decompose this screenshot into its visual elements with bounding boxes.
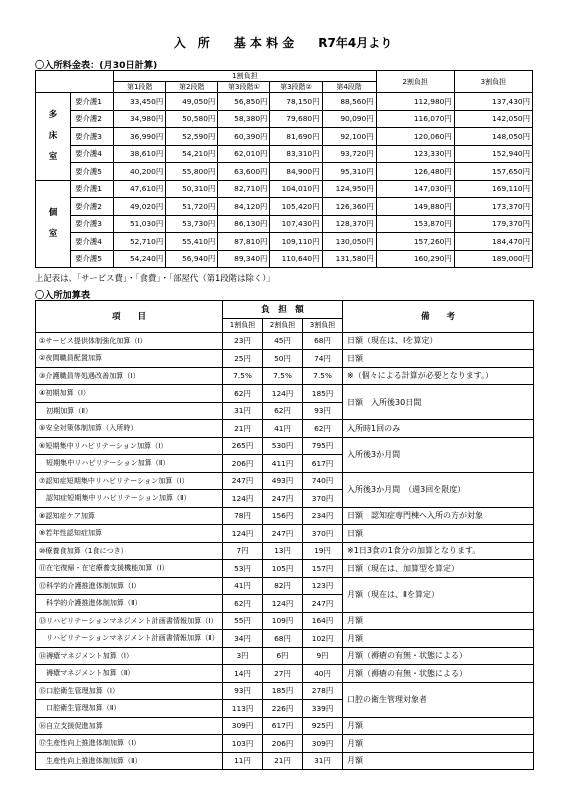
- add-item-name: ④初期加算（Ⅰ）: [36, 385, 223, 403]
- add-remark: 日額 入所後30日間: [343, 385, 534, 420]
- fee-cell: 92,100円: [322, 128, 376, 146]
- add-value-2wari: 62円: [263, 402, 303, 420]
- fee-cell: 79,680円: [270, 110, 322, 128]
- fee-row: [36, 233, 533, 251]
- add-value-2wari: 185円: [263, 682, 303, 700]
- add-item-name: ⑩療養食加算（1食につき）: [36, 542, 223, 560]
- add-remark: ※1日3食の1食分の加算となります。: [343, 542, 534, 560]
- fee-cell: 55,800円: [166, 163, 218, 181]
- add-value-2wari: 13円: [263, 542, 303, 560]
- fee-cell: 110,640円: [270, 250, 322, 268]
- add-remark: 入所後3か月間: [343, 437, 534, 472]
- fee-cell: 55,410円: [166, 233, 218, 251]
- add-value-1wari: 265円: [223, 437, 263, 455]
- fee-cell: 189,000円: [454, 250, 532, 268]
- add-row: [36, 717, 534, 735]
- add-row: [36, 367, 534, 385]
- add-value-1wari: 31円: [223, 402, 263, 420]
- fee-cell: 78,150円: [270, 93, 322, 111]
- add-value-3wari: 795円: [303, 437, 343, 455]
- add-value-2wari: 124円: [263, 385, 303, 403]
- add-remark: 日額: [343, 350, 534, 368]
- care-level: 要介護4: [71, 233, 114, 251]
- add-value-2wari: 109円: [263, 612, 303, 630]
- add-value-1wari: 62円: [223, 385, 263, 403]
- add-item-name: ⑪在宅復帰・在宅療養支援機能加算（Ⅰ）: [36, 560, 223, 578]
- add-value-2wari: 493円: [263, 472, 303, 490]
- fee-group-header: 1割負担: [114, 71, 376, 82]
- add-value-3wari: 102円: [303, 630, 343, 648]
- add-value-3wari: 370円: [303, 525, 343, 543]
- add-value-3wari: 339円: [303, 700, 343, 718]
- fee-cell: 104,010円: [270, 180, 322, 198]
- add-value-2wari: 7.5%: [263, 367, 303, 385]
- add-value-1wari: 309円: [223, 717, 263, 735]
- fee-cell: 93,720円: [322, 145, 376, 163]
- fee-cell: 50,310円: [166, 180, 218, 198]
- add-remark: 月額: [343, 735, 534, 753]
- add-item-name: 短期集中リハビリテーション加算（Ⅱ）: [36, 455, 223, 473]
- add-item-name: 科学的介護推進体制加算（Ⅱ）: [36, 595, 223, 613]
- add-value-3wari: 9円: [303, 647, 343, 665]
- add-value-3wari: 40円: [303, 665, 343, 683]
- add-value-3wari: 19円: [303, 542, 343, 560]
- add-item-name: ②夜間職員配置加算: [36, 350, 223, 368]
- fee-cell: 137,430円: [454, 93, 532, 111]
- fee-cell: 82,710円: [218, 180, 270, 198]
- fee-cell: 120,060円: [376, 128, 454, 146]
- add-value-1wari: 93円: [223, 682, 263, 700]
- add-item-name: ③介護職員等処遇改善加算（Ⅰ）: [36, 367, 223, 385]
- fee-cell: 131,580円: [322, 250, 376, 268]
- add-row: [36, 507, 534, 525]
- fee-table: [35, 70, 533, 268]
- add-value-3wari: 68円: [303, 332, 343, 350]
- fee-row: [36, 250, 533, 268]
- add-item-name: ⑥短期集中リハビリテーション加算（Ⅰ）: [36, 437, 223, 455]
- add-value-2wari: 6円: [263, 647, 303, 665]
- fee-row: [36, 110, 533, 128]
- add-value-3wari: 925円: [303, 717, 343, 735]
- fee-section-heading: 〇入所料金表：(月30日計算): [35, 60, 158, 71]
- add-value-1wari: 124円: [223, 490, 263, 508]
- care-level: 要介護3: [71, 128, 114, 146]
- add-row: [36, 735, 534, 753]
- add-remark: 月額（褥瘡の有無・状態による）: [343, 665, 534, 683]
- fee-cell: 52,710円: [114, 233, 166, 251]
- care-level: 要介護2: [71, 198, 114, 216]
- add-item-name: ⑨若年性認知症加算: [36, 525, 223, 543]
- fee-cell: 34,980円: [114, 110, 166, 128]
- add-remark: 月額（褥瘡の有無・状態による）: [343, 647, 534, 665]
- add-value-2wari: 21円: [263, 752, 303, 770]
- fee-cell: 83,310円: [270, 145, 322, 163]
- add-item-name: ⑬リハビリテーションマネジメント計画書情報加算（Ⅰ）: [36, 612, 223, 630]
- add-value-3wari: 740円: [303, 472, 343, 490]
- fee-row: [36, 215, 533, 233]
- add-value-3wari: 247円: [303, 595, 343, 613]
- add-remark: ※（個々による計算が必要となります。）: [343, 367, 534, 385]
- fee-cell: 47,610円: [114, 180, 166, 198]
- add-row: [36, 612, 534, 630]
- add-value-3wari: 123円: [303, 577, 343, 595]
- fee-cell: 173,370円: [454, 198, 532, 216]
- care-level: 要介護5: [71, 250, 114, 268]
- fee-cell: 86,130円: [218, 215, 270, 233]
- fee-cell: 157,650円: [454, 163, 532, 181]
- add-value-2wari: 156円: [263, 507, 303, 525]
- add-row: [36, 682, 534, 700]
- fee-row: [36, 93, 533, 111]
- fee-cell: 54,210円: [166, 145, 218, 163]
- fee-cell: 160,290円: [376, 250, 454, 268]
- fee-cell: 153,870円: [376, 215, 454, 233]
- fee-cell: 36,990円: [114, 128, 166, 146]
- add-item-name: 認知症短期集中リハビリテーション加算（Ⅱ）: [36, 490, 223, 508]
- add-value-2wari: 247円: [263, 525, 303, 543]
- fee-cell: 112,980円: [376, 93, 454, 111]
- add-value-2wari: 411円: [263, 455, 303, 473]
- add-value-2wari: 105円: [263, 560, 303, 578]
- page-title: 入 所 基 本 料 金 R7年4月より: [173, 36, 393, 50]
- fee-stage-header: 第3段階②: [270, 82, 322, 93]
- add-item-name: ⑤安全対策体制加算（入所時）: [36, 420, 223, 438]
- fee-cell: 184,470円: [454, 233, 532, 251]
- add-remark: 日額（現在は、加算型を算定）: [343, 560, 534, 578]
- add-value-2wari: 247円: [263, 490, 303, 508]
- add-value-1wari: 62円: [223, 595, 263, 613]
- fee-corner-cell: [36, 71, 114, 93]
- add-item-name: ⑮口腔衛生管理加算（Ⅰ）: [36, 682, 223, 700]
- fee-cell: 88,560円: [322, 93, 376, 111]
- fee-cell: 58,380円: [218, 110, 270, 128]
- fee-cell: 105,420円: [270, 198, 322, 216]
- care-level: 要介護2: [71, 110, 114, 128]
- add-item-name: ⑯自立支援促進加算: [36, 717, 223, 735]
- add-value-1wari: 53円: [223, 560, 263, 578]
- add-item-name: 口腔衛生管理加算（Ⅱ）: [36, 700, 223, 718]
- add-value-3wari: 93円: [303, 402, 343, 420]
- add-value-3wari: 278円: [303, 682, 343, 700]
- add-remark: 月額: [343, 752, 534, 770]
- add-value-2wari: 226円: [263, 700, 303, 718]
- add-value-3wari: 62円: [303, 420, 343, 438]
- add-row: [36, 350, 534, 368]
- care-level: 要介護1: [71, 180, 114, 198]
- add-value-1wari: 124円: [223, 525, 263, 543]
- add-row: [36, 472, 534, 490]
- fee-cell: 123,330円: [376, 145, 454, 163]
- fee-table-note: 上記表は、「サービス費」・「食費」・「部屋代（第1段階は除く）」: [35, 273, 275, 283]
- fee-cell: 53,730円: [166, 215, 218, 233]
- fee-cell: 51,720円: [166, 198, 218, 216]
- add-row: [36, 437, 534, 455]
- add-value-2wari: 27円: [263, 665, 303, 683]
- add-value-3wari: 74円: [303, 350, 343, 368]
- fee-cell: 49,020円: [114, 198, 166, 216]
- add-remark: 月額: [343, 612, 534, 630]
- fee-cell: 130,050円: [322, 233, 376, 251]
- add-value-3wari: 370円: [303, 490, 343, 508]
- fee-cell: 116,070円: [376, 110, 454, 128]
- add-value-1wari: 7.5%: [223, 367, 263, 385]
- add-value-1wari: 55円: [223, 612, 263, 630]
- add-value-2wari: 530円: [263, 437, 303, 455]
- fee-row: [36, 163, 533, 181]
- fee-cell: 109,110円: [270, 233, 322, 251]
- add-remark: 日額: [343, 525, 534, 543]
- add-header-item: 項 目: [36, 301, 223, 333]
- fee-cell: 81,690円: [270, 128, 322, 146]
- add-row: [36, 577, 534, 595]
- add-value-1wari: 25円: [223, 350, 263, 368]
- add-item-name: ⑧認知症ケア加算: [36, 507, 223, 525]
- add-row: [36, 525, 534, 543]
- add-value-1wari: 206円: [223, 455, 263, 473]
- add-table: [35, 300, 534, 770]
- add-value-2wari: 124円: [263, 595, 303, 613]
- add-subheader-1wari: 1割負担: [223, 318, 263, 332]
- fee-cell: 95,310円: [322, 163, 376, 181]
- add-row: [36, 560, 534, 578]
- fee-cell: 90,090円: [322, 110, 376, 128]
- fee-cell: 51,030円: [114, 215, 166, 233]
- care-level: 要介護5: [71, 163, 114, 181]
- fee-stage-header: 第3段階①: [218, 82, 270, 93]
- add-value-1wari: 78円: [223, 507, 263, 525]
- add-value-2wari: 617円: [263, 717, 303, 735]
- fee-cell: 126,360円: [322, 198, 376, 216]
- add-value-2wari: 68円: [263, 630, 303, 648]
- add-row: [36, 647, 534, 665]
- room-type-label: 個 室: [36, 180, 71, 268]
- add-item-name: ①サービス提供体制強化加算（Ⅰ）: [36, 332, 223, 350]
- add-item-name: 生産性向上推進体制加算（Ⅱ）: [36, 752, 223, 770]
- add-item-name: リハビリテーションマネジメント計画書情報加算（Ⅱ）: [36, 630, 223, 648]
- fee-cell: 54,240円: [114, 250, 166, 268]
- add-row: [36, 630, 534, 648]
- add-item-name: ⑫科学的介護推進体制加算（Ⅰ）: [36, 577, 223, 595]
- add-value-1wari: 41円: [223, 577, 263, 595]
- add-item-name: ⑰生産性向上推進体制加算（Ⅰ）: [36, 735, 223, 753]
- add-value-1wari: 3円: [223, 647, 263, 665]
- fee-cell: 60,390円: [218, 128, 270, 146]
- fee-cell: 147,030円: [376, 180, 454, 198]
- fee-cell: 89,340円: [218, 250, 270, 268]
- fee-cell: 63,600円: [218, 163, 270, 181]
- fee-row: [36, 128, 533, 146]
- care-level: 要介護3: [71, 215, 114, 233]
- fee-cell: 40,200円: [114, 163, 166, 181]
- add-remark: 日額 認知症専門棟へ入所の方が対象: [343, 507, 534, 525]
- add-value-3wari: 164円: [303, 612, 343, 630]
- add-value-3wari: 234円: [303, 507, 343, 525]
- fee-cell: 33,450円: [114, 93, 166, 111]
- add-row: [36, 542, 534, 560]
- fee-cell: 84,900円: [270, 163, 322, 181]
- fee-cell: 107,430円: [270, 215, 322, 233]
- add-value-3wari: 7.5%: [303, 367, 343, 385]
- add-value-2wari: 50円: [263, 350, 303, 368]
- care-level: 要介護1: [71, 93, 114, 111]
- add-header-burden: 負 担 額: [223, 301, 343, 319]
- add-value-3wari: 617円: [303, 455, 343, 473]
- fee-row: [36, 198, 533, 216]
- add-subheader-2wari: 2割負担: [263, 318, 303, 332]
- add-remark: 月額（現在は、Ⅱを算定）: [343, 577, 534, 612]
- add-value-1wari: 21円: [223, 420, 263, 438]
- add-value-3wari: 31円: [303, 752, 343, 770]
- fee-row: [36, 145, 533, 163]
- fee-cell: 50,580円: [166, 110, 218, 128]
- add-remark: 月額: [343, 630, 534, 648]
- fee-cell: 142,050円: [454, 110, 532, 128]
- add-row: [36, 752, 534, 770]
- add-row: [36, 420, 534, 438]
- fee-cell: 149,880円: [376, 198, 454, 216]
- fee-cell: 52,590円: [166, 128, 218, 146]
- add-row: [36, 665, 534, 683]
- care-level: 要介護4: [71, 145, 114, 163]
- fee-cell: 179,370円: [454, 215, 532, 233]
- fee-cell: 56,850円: [218, 93, 270, 111]
- add-value-1wari: 14円: [223, 665, 263, 683]
- fee-stage-header: 第4段階: [322, 82, 376, 93]
- fee-cell: 49,050円: [166, 93, 218, 111]
- add-value-2wari: 82円: [263, 577, 303, 595]
- fee-cell: 62,010円: [218, 145, 270, 163]
- add-subheader-3wari: 3割負担: [303, 318, 343, 332]
- add-remark: 入所時1回のみ: [343, 420, 534, 438]
- fee-cell: 56,940円: [166, 250, 218, 268]
- fee-cell: 84,120円: [218, 198, 270, 216]
- add-value-2wari: 45円: [263, 332, 303, 350]
- add-value-3wari: 157円: [303, 560, 343, 578]
- add-value-1wari: 34円: [223, 630, 263, 648]
- add-value-3wari: 309円: [303, 735, 343, 753]
- fee-cell: 152,940円: [454, 145, 532, 163]
- add-remark: 入所後3か月間 （週3回を限度）: [343, 472, 534, 507]
- add-item-name: ⑭褥瘡マネジメント加算（Ⅰ）: [36, 647, 223, 665]
- add-header-remarks: 備 考: [343, 301, 534, 333]
- add-item-name: 褥瘡マネジメント加算（Ⅱ）: [36, 665, 223, 683]
- fee-stage-header: 第1段階: [114, 82, 166, 93]
- add-item-name: 初期加算（Ⅱ）: [36, 402, 223, 420]
- add-value-2wari: 206円: [263, 735, 303, 753]
- fee-cell: 148,050円: [454, 128, 532, 146]
- fee-cell: 38,610円: [114, 145, 166, 163]
- add-row: [36, 332, 534, 350]
- fee-cell: 126,480円: [376, 163, 454, 181]
- add-value-1wari: 113円: [223, 700, 263, 718]
- add-value-1wari: 23円: [223, 332, 263, 350]
- fee-cell: 128,370円: [322, 215, 376, 233]
- add-value-1wari: 11円: [223, 752, 263, 770]
- add-item-name: ⑦認知症短期集中リハビリテーション加算（Ⅰ）: [36, 472, 223, 490]
- add-value-2wari: 41円: [263, 420, 303, 438]
- add-value-1wari: 247円: [223, 472, 263, 490]
- fee-cell: 87,810円: [218, 233, 270, 251]
- fee-row: [36, 180, 533, 198]
- room-type-label: 多 床 室: [36, 93, 71, 181]
- add-value-1wari: 7円: [223, 542, 263, 560]
- add-remark: 月額: [343, 717, 534, 735]
- fee-col-3wari: 3割負担: [454, 71, 532, 93]
- add-value-3wari: 185円: [303, 385, 343, 403]
- fee-col-2wari: 2割負担: [376, 71, 454, 93]
- add-value-1wari: 103円: [223, 735, 263, 753]
- add-remark: 日額（現在は、Ⅰを算定）: [343, 332, 534, 350]
- add-row: [36, 385, 534, 403]
- fee-cell: 157,260円: [376, 233, 454, 251]
- add-remark: 口腔の衛生管理対象者: [343, 682, 534, 717]
- fee-cell: 124,950円: [322, 180, 376, 198]
- fee-stage-header: 第2段階: [166, 82, 218, 93]
- fee-cell: 169,110円: [454, 180, 532, 198]
- add-section-heading: 〇入所加算表: [35, 290, 91, 301]
